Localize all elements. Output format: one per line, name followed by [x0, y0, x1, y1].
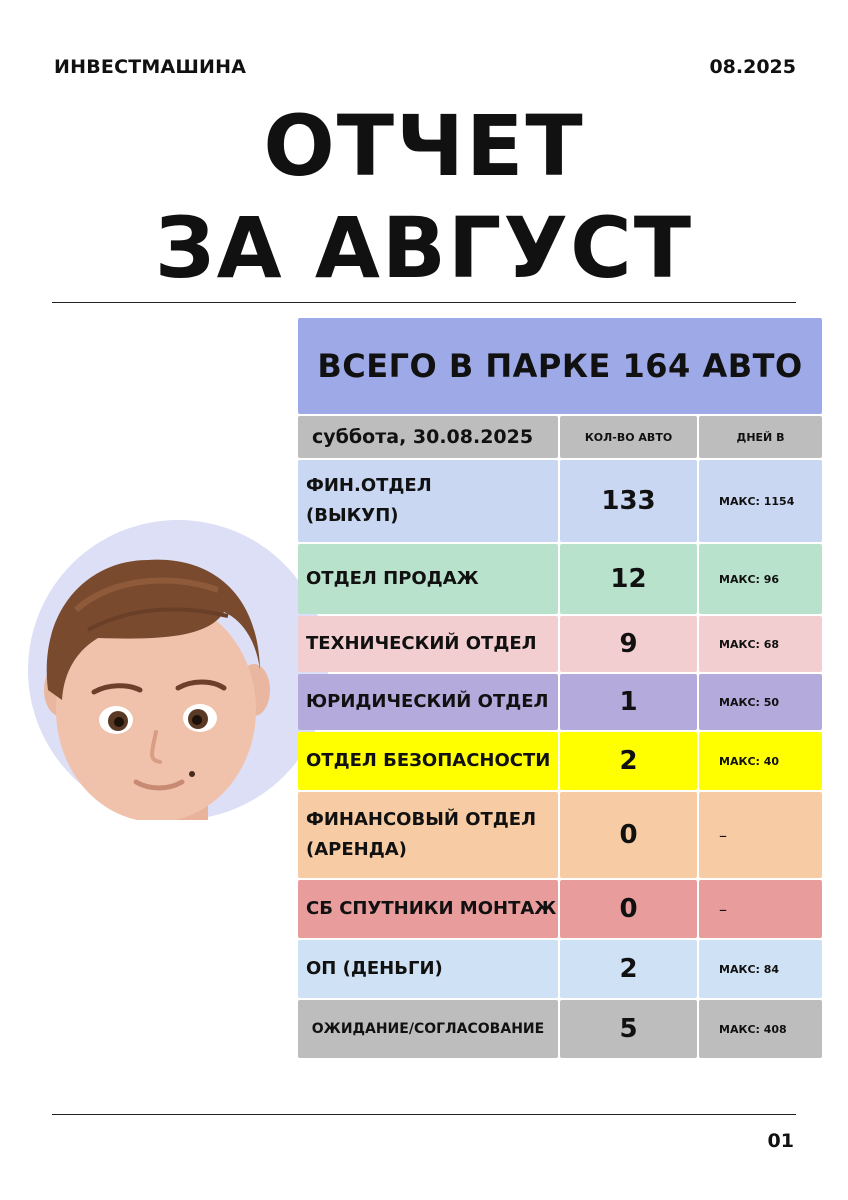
car-count-cell: 2	[560, 732, 697, 790]
dept-name-cell	[298, 732, 558, 790]
car-count-cell: 12	[560, 544, 697, 614]
title-line-2: ЗА АВГУСТ	[154, 199, 694, 297]
max-days-cell: –	[699, 792, 822, 878]
memoji-avatar-icon	[28, 520, 328, 820]
subheader-count-label: КОЛ-ВО АВТО	[560, 416, 697, 458]
dept-name-line2: (АРЕНДА)	[306, 839, 407, 860]
report-date: 08.2025	[709, 56, 796, 78]
brand-name: ИНВЕСТМАШИНА	[54, 56, 247, 78]
car-count-cell: 1	[560, 674, 697, 730]
subheader-days-label: ДНЕЙ В	[699, 416, 822, 458]
max-days-cell: –	[699, 880, 822, 938]
car-count-cell: 5	[560, 1000, 697, 1058]
dept-name-line1: ФИН.ОТДЕЛ	[306, 475, 432, 496]
dept-name-line1: ОТДЕЛ БЕЗОПАСНОСТИ	[306, 750, 551, 771]
dept-name-line1: ТЕХНИЧЕСКИЙ ОТДЕЛ	[306, 633, 537, 654]
max-days-cell: МАКС: 1154	[699, 460, 822, 542]
dept-name-cell	[298, 940, 558, 998]
dept-name-line1: ФИНАНСОВЫЙ ОТДЕЛ	[306, 809, 537, 830]
dept-name-cell	[298, 792, 558, 878]
dept-name-cell	[298, 880, 558, 938]
car-count-cell: 133	[560, 460, 697, 542]
dept-name-cell	[298, 1000, 558, 1058]
dept-name-line1: ОЖИДАНИЕ/СОГЛАСОВАНИЕ	[311, 1021, 545, 1037]
car-count-cell: 2	[560, 940, 697, 998]
subheader-date: суббота, 30.08.2025	[298, 416, 558, 458]
max-days-cell: МАКС: 40	[699, 732, 822, 790]
max-days-cell: МАКС: 96	[699, 544, 822, 614]
dept-name-cell	[298, 544, 558, 614]
dept-name-line1: ЮРИДИЧЕСКИЙ ОТДЕЛ	[306, 691, 549, 712]
car-count-cell: 0	[560, 880, 697, 938]
page-number: 01	[767, 1130, 794, 1152]
bottom-divider	[52, 1114, 796, 1115]
car-count-cell: 9	[560, 616, 697, 672]
dept-name-line1: СБ СПУТНИКИ МОНТАЖ	[306, 898, 557, 919]
max-days-cell: МАКС: 84	[699, 940, 822, 998]
title-line-1: ОТЧЕТ	[263, 97, 585, 195]
dept-name-cell	[298, 616, 558, 672]
dept-name-cell	[298, 460, 558, 542]
dept-name-cell	[298, 674, 558, 730]
dept-name-line1: ОП (ДЕНЬГИ)	[306, 958, 443, 979]
top-divider	[52, 302, 796, 303]
car-count-cell: 0	[560, 792, 697, 878]
max-days-cell: МАКС: 68	[699, 616, 822, 672]
max-days-cell: МАКС: 50	[699, 674, 822, 730]
max-days-cell: МАКС: 408	[699, 1000, 822, 1058]
dept-name-line1: ОТДЕЛ ПРОДАЖ	[306, 568, 479, 589]
dept-name-line2: (ВЫКУП)	[306, 505, 399, 526]
fleet-total-heading: ВСЕГО В ПАРКЕ 164 АВТО	[298, 318, 822, 414]
